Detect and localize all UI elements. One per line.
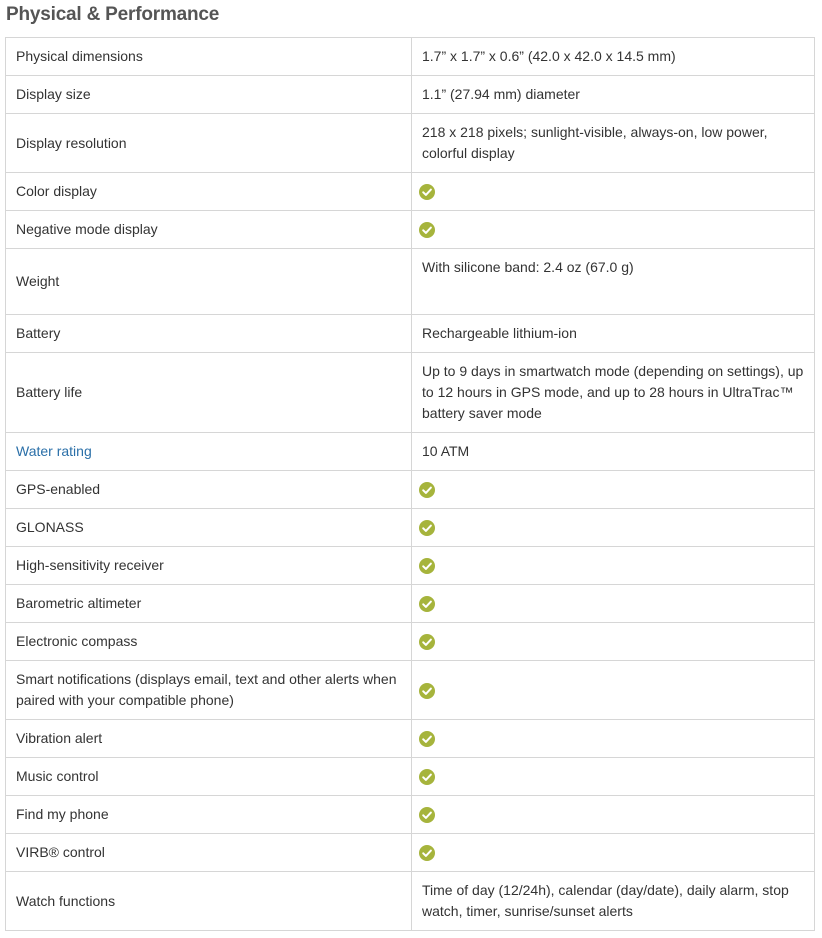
table-row — [6, 471, 815, 509]
spec-label: Display resolution — [6, 114, 412, 173]
page-title: Physical & Performance — [6, 4, 220, 25]
table-row — [6, 315, 815, 353]
water-rating-link[interactable]: Water rating — [16, 443, 92, 459]
spec-label: Battery life — [6, 353, 412, 433]
table-row — [6, 720, 815, 758]
table-row — [6, 114, 815, 173]
spec-value: 218 x 218 pixels; sunlight-visible, always-on, low power, colorful display — [412, 114, 815, 173]
check-icon — [419, 769, 435, 785]
spec-label: Smart notifications (displays email, text and other alerts when paired with your compatible phone) — [6, 661, 412, 720]
spec-label: VIRB® control — [6, 834, 412, 872]
table-row — [6, 796, 815, 834]
table-row — [6, 661, 815, 720]
spec-label: Find my phone — [6, 796, 412, 834]
table-row — [6, 76, 815, 114]
table-row — [6, 758, 815, 796]
check-icon — [419, 184, 435, 200]
spec-label: Electronic compass — [6, 623, 412, 661]
check-icon — [419, 731, 435, 747]
spec-label: Barometric altimeter — [6, 585, 412, 623]
spec-value: Time of day (12/24h), calendar (day/date), daily alarm, stop watch, timer, sunrise/sunset alerts — [412, 872, 815, 931]
spec-table — [5, 37, 815, 931]
spec-value: Up to 9 days in smartwatch mode (depending on settings), up to 12 hours in GPS mode, and up to 28 hours in UltraTrac™ battery saver mode — [412, 353, 815, 433]
spec-value: 1.1” (27.94 mm) diameter — [412, 76, 815, 114]
check-icon — [419, 683, 435, 699]
check-icon — [419, 520, 435, 536]
spec-label: Music control — [6, 758, 412, 796]
table-row — [6, 173, 815, 211]
spec-label: Vibration alert — [6, 720, 412, 758]
table-row — [6, 353, 815, 433]
spec-label: Watch functions — [6, 872, 412, 931]
table-row — [6, 509, 815, 547]
table-row — [6, 834, 815, 872]
table-row — [6, 547, 815, 585]
check-icon — [419, 596, 435, 612]
check-icon — [419, 482, 435, 498]
table-row — [6, 433, 815, 471]
table-row — [6, 585, 815, 623]
spec-label: Color display — [6, 173, 412, 211]
check-icon — [419, 845, 435, 861]
spec-label: GPS-enabled — [6, 471, 412, 509]
table-row — [6, 623, 815, 661]
spec-value: Rechargeable lithium-ion — [412, 315, 815, 353]
spec-label: GLONASS — [6, 509, 412, 547]
spec-label: Physical dimensions — [6, 38, 412, 76]
spec-value: 1.7” x 1.7” x 0.6” (42.0 x 42.0 x 14.5 mm) — [412, 38, 815, 76]
spec-label: Negative mode display — [6, 211, 412, 249]
table-row — [6, 872, 815, 931]
check-icon — [419, 222, 435, 238]
check-icon — [419, 807, 435, 823]
spec-label: Battery — [6, 315, 412, 353]
table-row — [6, 249, 815, 315]
check-icon — [419, 558, 435, 574]
spec-value: 10 ATM — [412, 433, 815, 471]
table-row — [6, 38, 815, 76]
spec-label: Display size — [6, 76, 412, 114]
spec-label: Weight — [6, 249, 412, 315]
check-icon — [419, 634, 435, 650]
table-row — [6, 211, 815, 249]
spec-label: High-sensitivity receiver — [6, 547, 412, 585]
spec-value: With silicone band: 2.4 oz (67.0 g) — [412, 249, 815, 315]
